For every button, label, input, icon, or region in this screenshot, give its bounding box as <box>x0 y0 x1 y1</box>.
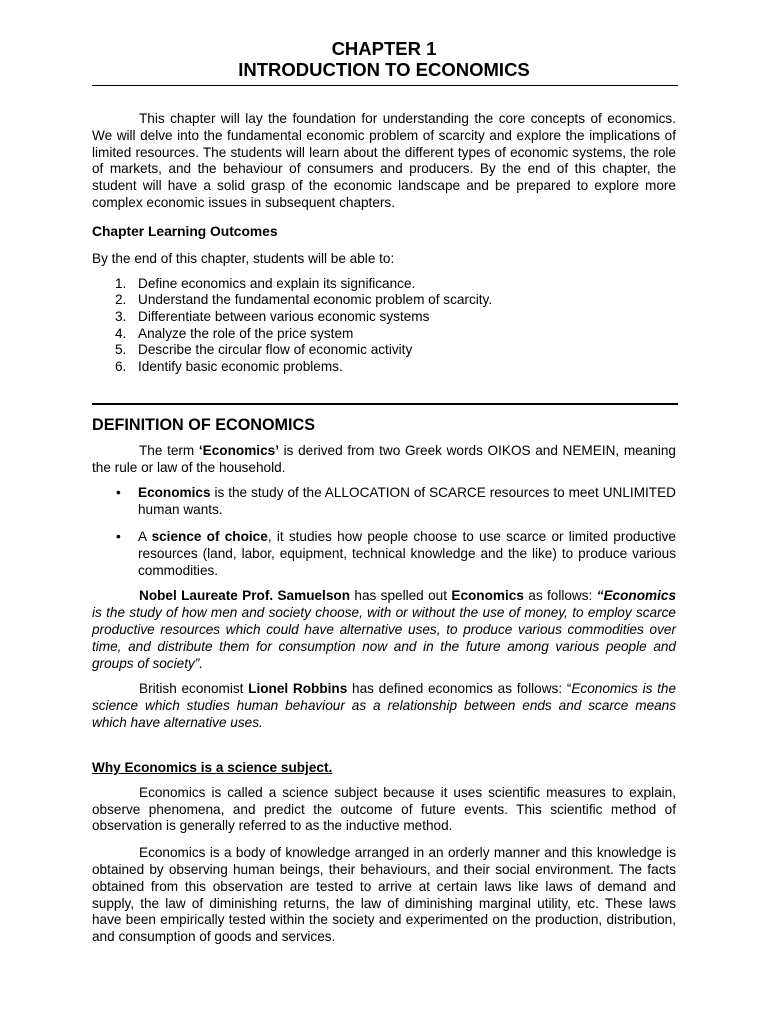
definition-heading: DEFINITION OF ECONOMICS <box>92 415 316 434</box>
learning-outcomes-lead: By the end of this chapter, students will be able to: <box>92 250 395 266</box>
samuelson-paragraph <box>92 588 676 672</box>
bullet-marker: • <box>116 485 121 501</box>
samuelson-text-post: as follows: <box>523 588 597 604</box>
chapter-number: CHAPTER 1 <box>331 38 437 59</box>
robbins-text: has defined economics as follows: “ <box>347 681 572 697</box>
science-paragraph-1: Economics is called a science subject because it uses scientific measures to explain, observe phenomena, and predict the outcome of future events. This scientific method of observation is generally referred to as the inductive method. <box>92 784 676 834</box>
list-item-text: Differentiate between various economic systems <box>138 308 430 324</box>
list-item <box>92 292 676 309</box>
bullet-bold: Economics <box>138 485 211 501</box>
list-item-text: Describe the circular flow of economic activity <box>138 342 413 358</box>
list-item-text: Understand the fundamental economic problem of scarcity. <box>138 292 493 308</box>
list-item <box>92 485 676 519</box>
section-divider <box>92 403 678 405</box>
robbins-quote: Economics is the science which studies human behaviour as a relationship between ends and scarce means which have alternative uses. <box>92 681 677 730</box>
science-paragraph-2: Economics is a body of knowledge arranged in an orderly manner and this knowledge is obtained by observing human beings, their behaviours, and their social environment. The facts obtained from this observation are tested to arrive at certain laws like laws of demand and supply, the law of diminishing returns, the law of diminishing marginal utility, etc. These laws have been empirically tested within the society and experimented on the production, distribution, and consumption of goods and services. <box>92 845 676 945</box>
list-number: 4. <box>115 325 127 341</box>
list-number: 5. <box>115 342 127 358</box>
list-item-text: Identify basic economic problems. <box>138 359 343 375</box>
samuelson-quote: is the study of how men and society choose, with or without the use of money, to employ scarce productive resources which could have alternative uses, to produce various commodities over time, and distribute them for consumption now and in the future among various people and groups of society”. <box>92 605 676 671</box>
bullet-text: is the study of the ALLOCATION of SCARCE resources to meet UNLIMITED human wants. <box>138 485 676 518</box>
list-item <box>92 326 676 343</box>
robbins-paragraph <box>92 681 676 731</box>
robbins-text-pre: British economist <box>139 681 249 697</box>
term-paragraph <box>92 443 676 477</box>
list-number: 1. <box>115 275 127 291</box>
samuelson-text: has spelled out <box>350 588 452 604</box>
list-item <box>92 309 676 326</box>
list-item <box>92 276 676 293</box>
samuelson-term: Economics <box>451 588 524 604</box>
list-number: 6. <box>115 359 127 375</box>
chapter-title: INTRODUCTION TO ECONOMICS <box>238 59 530 80</box>
list-item-text: Analyze the role of the price system <box>138 325 354 341</box>
title-divider <box>92 85 678 86</box>
intro-paragraph: This chapter will lay the foundation for understanding the core concepts of economics. We will delve into the fundamental economic problem of scarcity and explore the implications of limited resources. The students will learn about the different types of economic systems, the role of markets, and the behaviour of consumers and producers. By the end of this chapter, the student will have a solid grasp of the economic landscape and be prepared to explore more complex economic issues in subsequent chapters. <box>92 111 676 210</box>
learning-outcomes-heading: Chapter Learning Outcomes <box>92 223 278 239</box>
list-item <box>92 359 676 376</box>
list-number: 3. <box>115 308 127 324</box>
samuelson-quote-term: Economics <box>603 588 677 604</box>
bullet-text-pre: A <box>138 528 152 544</box>
science-heading: Why Economics is a science subject. <box>92 759 333 775</box>
bullet-bold: science of choice <box>151 528 268 544</box>
learning-outcomes-list <box>92 276 676 376</box>
bullet-text: , it studies how people choose to use scarce or limited productive resources (land, labor, equipment, technical knowledge and the like) to produce various commodities. <box>138 528 676 578</box>
samuelson-quote-open: “ <box>596 588 604 604</box>
list-item <box>92 529 676 579</box>
robbins-name: Lionel Robbins <box>248 681 348 697</box>
samuelson-name: Nobel Laureate Prof. Samuelson <box>139 588 351 604</box>
bullet-marker: • <box>116 528 121 544</box>
term-bold: ‘Economics’ <box>198 442 279 458</box>
list-item-text: Define economics and explain its significance. <box>138 275 416 291</box>
term-text-pre: The term <box>139 442 199 458</box>
list-item <box>92 342 676 359</box>
list-number: 2. <box>115 292 127 308</box>
document-page <box>92 38 676 946</box>
term-text-post: is derived from two Greek words OIKOS and NEMEIN, meaning the rule or law of the household. <box>92 442 676 475</box>
definition-bullets <box>92 485 676 579</box>
